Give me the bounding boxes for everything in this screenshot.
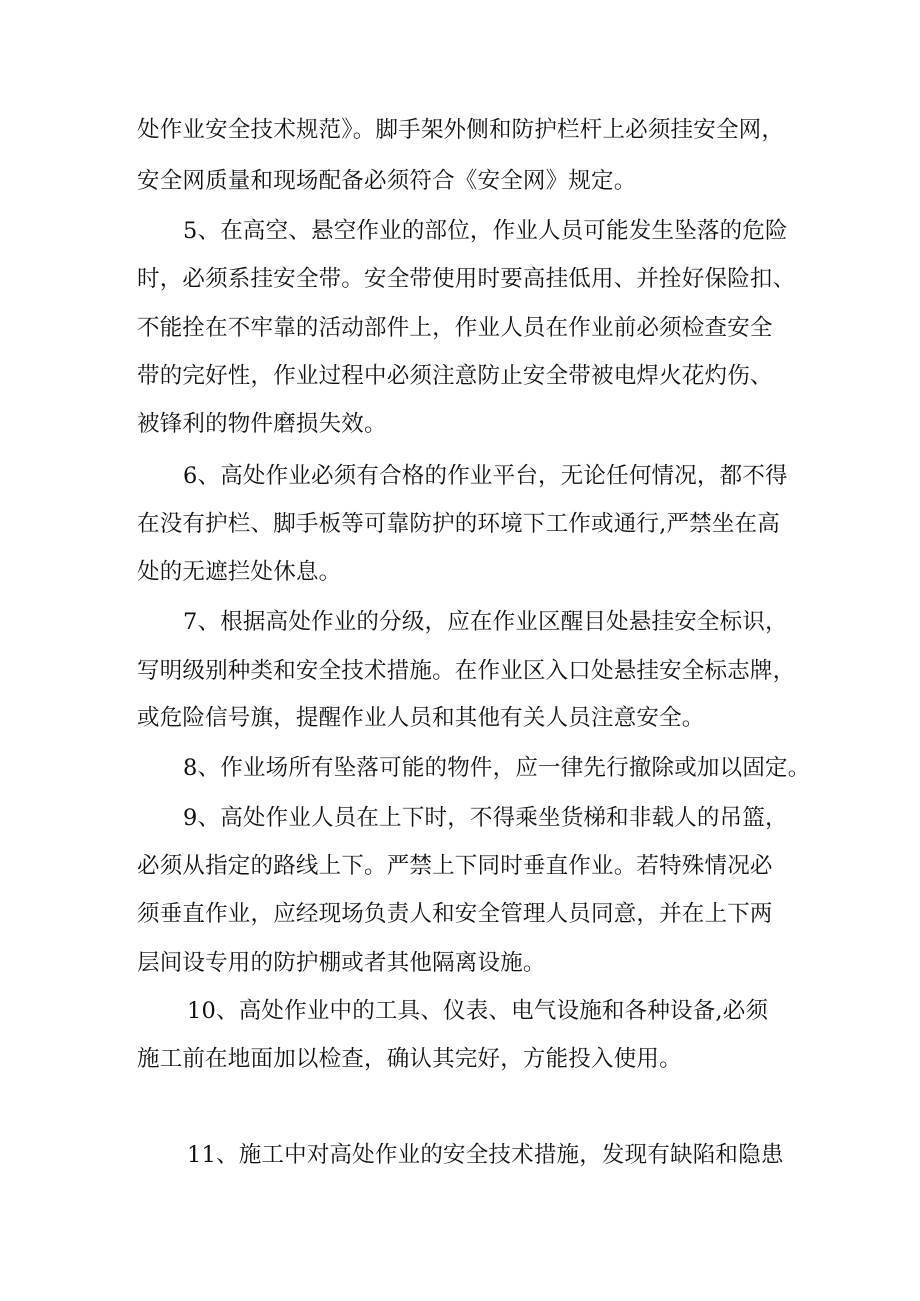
text-line-4: 时，必须系挂安全带。安全带使用时要高挂低用、并拴好保险扣、 [137,266,796,292]
text-line-18: 层间设专用的防护棚或者其他隔离设施。 [137,950,546,976]
text-line-3: 5、在高空、悬空作业的部位，作业人员可能发生坠落的危险 [183,218,788,244]
text-line-14: 8、作业场所有坠落可能的物件，应一律先行撤除或加以固定。 [183,755,811,781]
text-line-10: 处的无遮拦处休息。 [137,559,342,585]
text-line-9: 在没有护栏、脚手板等可靠防护的环境下工作或通行,严禁坐在高 [137,511,780,537]
text-line-5: 不能拴在不牢靠的活动部件上，作业人员在作业前必须检查安全 [137,315,773,341]
text-line-8: 6、高处作业必须有合格的作业平台，无论任何情况，都不得 [183,463,788,489]
text-line-20: 施工前在地面加以检查，确认其完好，方能投入使用。 [137,1046,682,1072]
text-line-15: 9、高处作业人员在上下时，不得乘坐货梯和非载人的吊篮， [183,805,788,831]
text-line-13: 或危险信号旗，提醒作业人员和其他有关人员注意安全。 [137,705,705,731]
text-line-6: 带的完好性，作业过程中必须注意防止安全带被电焊火花灼伤、 [137,363,773,389]
text-line-7: 被锋利的物件磨损失效。 [137,411,387,437]
text-line-21: 11、施工中对高处作业的安全技术措施，发现有缺陷和隐患 [187,1142,784,1168]
text-line-2: 安全网质量和现场配备必须符合《安全网》规定。 [137,168,637,194]
text-line-1: 处作业安全技术规范》。脚手架外侧和防护栏杆上必须挂安全网， [137,117,785,143]
text-line-11: 7、根据高处作业的分级，应在作业区醒目处悬挂安全标识， [183,609,788,635]
text-line-19: 10、高处作业中的工具、仪表、电气设施和各种设备,必须 [187,998,769,1024]
text-line-17: 须垂直作业，应经现场负责人和安全管理人员同意，并在上下两 [137,901,773,927]
text-line-16: 必须从指定的路线上下。严禁上下同时垂直作业。若特殊情况必 [137,853,773,879]
text-line-12: 写明级别种类和安全技术措施。在作业区入口处悬挂安全标志牌， [137,658,796,684]
